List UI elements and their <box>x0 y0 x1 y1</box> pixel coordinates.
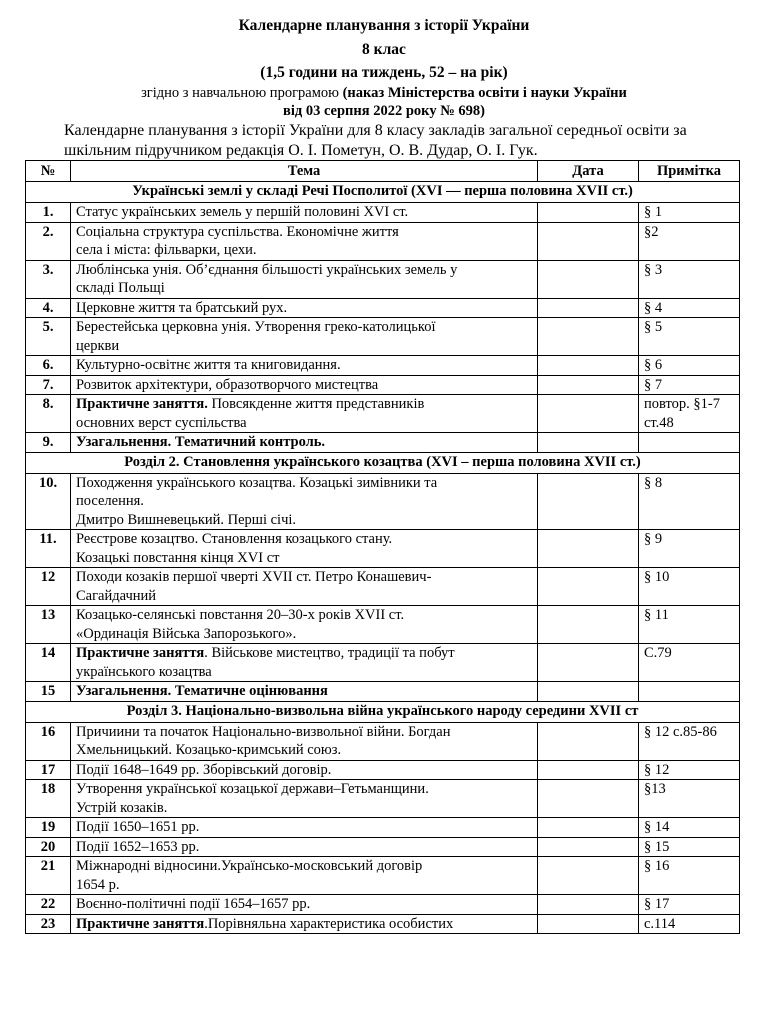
table-row <box>26 760 740 780</box>
row-number: 10. <box>26 473 71 530</box>
row-topic <box>71 203 538 223</box>
doc-hours: (1,5 години на тиждень, 52 – на рік) <box>260 64 508 81</box>
row-date <box>538 760 639 780</box>
row-number: 7. <box>26 375 71 395</box>
table-row <box>26 375 740 395</box>
topic-line <box>76 682 532 701</box>
table-row <box>26 818 740 838</box>
table-row <box>26 222 740 260</box>
row-topic <box>71 530 538 568</box>
row-note: § 11 <box>639 606 740 644</box>
table-row <box>26 682 740 702</box>
row-note: С.79 <box>639 644 740 682</box>
row-date <box>538 375 639 395</box>
topic-line <box>76 915 532 934</box>
row-note: § 1 <box>639 203 740 223</box>
topic-line <box>76 395 532 414</box>
topic-line: Утворення української козацької держави–Гетьманщини. <box>76 781 429 797</box>
row-number: 5. <box>26 318 71 356</box>
topic-line: Статус українських земель у першій половині XVI ст. <box>76 204 409 220</box>
row-date <box>538 837 639 857</box>
row-topic <box>71 837 538 857</box>
topic-line: Походи козаків першої чверті XVII ст. Петро Конашевич- <box>76 569 432 585</box>
row-date <box>538 473 639 530</box>
table-row <box>26 356 740 376</box>
topic-line: Розвиток архітектури, образотворчого мистецтва <box>76 376 379 393</box>
topic-line: Козацькі повстання кінця XVI ст <box>76 549 280 566</box>
topic-line <box>76 644 532 663</box>
topic-line: Сагайдачний <box>76 587 157 604</box>
col-note: Примітка <box>639 161 740 182</box>
row-note: §13 <box>639 780 740 818</box>
row-topic <box>71 682 538 702</box>
row-number: 21 <box>26 857 71 895</box>
row-note: § 4 <box>639 298 740 318</box>
row-date <box>538 568 639 606</box>
row-note <box>639 433 740 453</box>
row-note: § 15 <box>639 837 740 857</box>
table-header-row <box>26 161 740 182</box>
row-topic <box>71 260 538 298</box>
row-number: 17 <box>26 760 71 780</box>
doc-title: Календарне планування з історії України <box>238 17 530 34</box>
row-note <box>639 682 740 702</box>
topic-line: Хмельницький. Козацько-кримський союз. <box>76 742 342 758</box>
table-row <box>26 780 740 818</box>
row-topic <box>71 914 538 934</box>
row-note: § 3 <box>639 260 740 298</box>
row-topic <box>71 222 538 260</box>
row-date <box>538 318 639 356</box>
topic-line: села і міста: фільварки, цехи. <box>76 242 257 258</box>
topic-line: складі Польщі <box>76 280 165 296</box>
topic-line: Дмитро Вишневецький. Перші січі. <box>76 511 297 528</box>
row-topic <box>71 298 538 318</box>
topic-line: Берестейська церковна унія. Утворення греко-католицької <box>76 319 436 335</box>
row-note: § 12 <box>639 760 740 780</box>
table-row <box>26 895 740 915</box>
row-date <box>538 682 639 702</box>
row-date <box>538 722 639 760</box>
topic-line: Події 1650–1651 рр. <box>76 819 200 835</box>
row-note: § 14 <box>639 818 740 838</box>
table-row <box>26 203 740 223</box>
topic-text: . Військове мистецтво, традиції та побут <box>204 645 455 661</box>
row-date <box>538 203 639 223</box>
row-note: § 9 <box>639 530 740 568</box>
topic-line: церкви <box>76 337 120 354</box>
program-prefix: згідно з навчальною програмою <box>141 85 343 101</box>
row-number: 12 <box>26 568 71 606</box>
row-date <box>538 780 639 818</box>
row-date <box>538 260 639 298</box>
row-number: 4. <box>26 298 71 318</box>
row-number: 13 <box>26 606 71 644</box>
topic-bold-lead: Узагальнення. Тематичний контроль. <box>76 434 326 450</box>
topic-line: Церковне життя та братський рух. <box>76 299 288 316</box>
topic-line: Події 1652–1653 рр. <box>76 838 200 855</box>
topic-text: .Порівняльна характеристика особистих <box>204 915 454 932</box>
row-number: 22 <box>26 895 71 915</box>
row-date <box>538 356 639 376</box>
topic-line: Козацько-селянські повстання 20–30-х років XVII ст. <box>76 607 405 623</box>
row-topic <box>71 395 538 433</box>
row-topic <box>71 606 538 644</box>
row-topic <box>71 895 538 915</box>
topic-line: Походження українського козацтва. Козацькі зимівники та <box>76 474 438 491</box>
table-row <box>26 260 740 298</box>
row-date <box>538 433 639 453</box>
topic-bold-lead: Практичне заняття. <box>76 396 208 412</box>
table-row <box>26 433 740 453</box>
doc-program-line <box>0 84 768 102</box>
topic-line: основних верст суспільства <box>76 414 247 431</box>
topic-bold-lead: Практичне заняття <box>76 915 205 932</box>
row-topic <box>71 433 538 453</box>
topic-line: поселення. <box>76 493 144 509</box>
table-row <box>26 318 740 356</box>
col-date: Дата <box>538 161 639 182</box>
section-header-row <box>26 452 740 473</box>
row-topic <box>71 780 538 818</box>
row-number: 18 <box>26 780 71 818</box>
table-row <box>26 837 740 857</box>
row-date <box>538 644 639 682</box>
row-number: 15 <box>26 682 71 702</box>
topic-line: Устрій козаків. <box>76 799 168 816</box>
row-date <box>538 914 639 934</box>
table-row <box>26 606 740 644</box>
row-note: с.114 <box>639 914 740 934</box>
topic-line: Соціальна структура суспільства. Економічне життя <box>76 223 399 240</box>
topic-line <box>76 433 532 452</box>
row-date <box>538 530 639 568</box>
row-date <box>538 818 639 838</box>
row-note: § 16 <box>639 857 740 895</box>
row-note: § 17 <box>639 895 740 915</box>
topic-line: Культурно-освітнє життя та книговидання. <box>76 357 341 373</box>
row-number: 6. <box>26 356 71 376</box>
topic-line: Реєстрове козацтво. Становлення козацького стану. <box>76 531 393 547</box>
row-topic <box>71 644 538 682</box>
row-date <box>538 395 639 433</box>
row-number: 19 <box>26 818 71 838</box>
row-number: 2. <box>26 222 71 260</box>
topic-text: Повсякденне життя представників <box>207 396 425 412</box>
col-number: № <box>26 161 71 182</box>
topic-line: українського козацтва <box>76 663 212 680</box>
row-note: § 10 <box>639 568 740 606</box>
row-date <box>538 222 639 260</box>
section-header-row <box>26 182 740 203</box>
doc-grade: 8 клас <box>362 41 406 58</box>
row-topic <box>71 722 538 760</box>
doc-intro: Календарне планування з історії України для 8 класу закладів загальної середньої освіти за шкільним підручником редакція О. І. Пометун, О. В. Дудар, О. І. Гук. <box>64 122 687 159</box>
row-topic <box>71 760 538 780</box>
row-note: повтор. §1-7 ст.48 <box>639 395 740 433</box>
row-number: 23 <box>26 914 71 934</box>
row-number: 16 <box>26 722 71 760</box>
topic-line: Події 1648–1649 рр. Зборівський договір. <box>76 761 332 778</box>
topic-line: «Ординація Війська Запорозького». <box>76 625 297 642</box>
table-row <box>26 722 740 760</box>
row-topic <box>71 375 538 395</box>
row-number: 14 <box>26 644 71 682</box>
row-note: § 6 <box>639 356 740 376</box>
row-number: 8. <box>26 395 71 433</box>
row-topic <box>71 318 538 356</box>
row-date <box>538 298 639 318</box>
row-number: 11. <box>26 530 71 568</box>
row-topic <box>71 818 538 838</box>
row-note: § 12 с.85-86 <box>639 722 740 760</box>
section-title: Розділ 3. Національно-визвольна війна українського народу середини XVII ст <box>26 701 740 722</box>
topic-bold-lead: Практичне заняття <box>76 645 205 661</box>
topic-bold-lead: Узагальнення. Тематичне оцінювання <box>76 683 328 699</box>
row-topic <box>71 473 538 530</box>
row-number: 1. <box>26 203 71 223</box>
program-order: (наказ Міністерства освіти і науки України <box>342 85 627 101</box>
table-row <box>26 857 740 895</box>
topic-line: Причиини та початок Національно-визвольної війни. Богдан <box>76 723 451 740</box>
doc-program-date: від 03 серпня 2022 року № 698) <box>283 103 485 119</box>
topic-line: 1654 р. <box>76 876 120 893</box>
section-title: Українські землі у складі Речі Посполитої (XVI — перша половина XVII ст.) <box>26 182 740 203</box>
row-date <box>538 857 639 895</box>
table-row <box>26 644 740 682</box>
row-note: § 8 <box>639 473 740 530</box>
row-date <box>538 606 639 644</box>
table-row <box>26 568 740 606</box>
table-row <box>26 914 740 934</box>
table-row <box>26 298 740 318</box>
topic-line: Люблінська унія. Об’єднання більшості українських земель у <box>76 261 458 278</box>
row-topic <box>71 356 538 376</box>
table-row <box>26 473 740 530</box>
row-number: 3. <box>26 260 71 298</box>
row-note: § 5 <box>639 318 740 356</box>
row-number: 9. <box>26 433 71 453</box>
topic-line: Міжнародні відносини.Українсько-московський договір <box>76 858 423 874</box>
row-topic <box>71 857 538 895</box>
col-topic: Тема <box>71 161 538 182</box>
plan-table <box>25 160 740 934</box>
section-title: Розділ 2. Становлення українського козацтва (XVI – перша половина XVII ст.) <box>26 452 740 473</box>
section-header-row <box>26 701 740 722</box>
table-body <box>26 182 740 934</box>
row-number: 20 <box>26 837 71 857</box>
table-row <box>26 395 740 433</box>
table-row <box>26 530 740 568</box>
row-note: § 7 <box>639 375 740 395</box>
row-date <box>538 895 639 915</box>
topic-line: Воєнно-політичні події 1654–1657 рр. <box>76 896 311 912</box>
row-note: §2 <box>639 222 740 260</box>
row-topic <box>71 568 538 606</box>
